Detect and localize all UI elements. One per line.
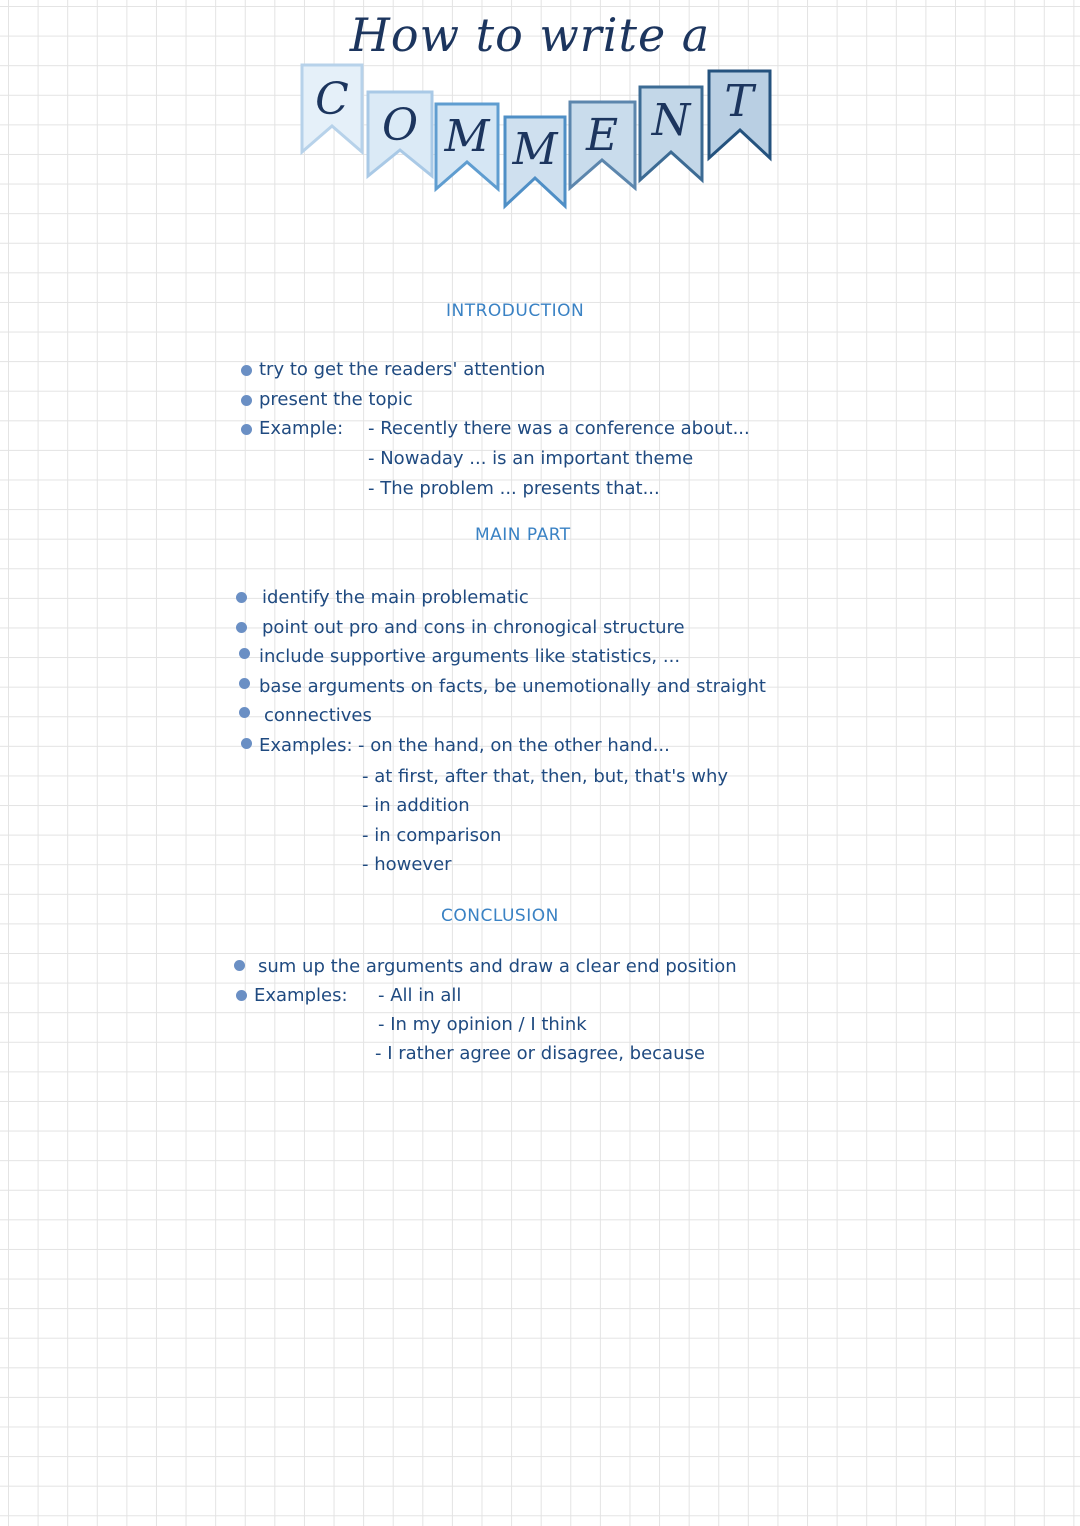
conclusion-example: - All in all [378,985,462,1006]
banner-letter: E [585,110,619,161]
banner-letter: O [381,100,419,151]
bullet-dot [239,678,250,689]
main-example: - however [362,854,452,875]
conclusion-example: - I rather agree or disagree, because [375,1043,705,1064]
bullet-dot [234,960,245,971]
introduction-heading: INTRODUCTION [446,301,585,321]
bullet-dot [236,990,247,1001]
bullet-dot [239,707,250,718]
main-example: - in comparison [362,825,502,846]
bullet-dot [241,395,252,406]
conclusion-bullet: Examples: [254,985,348,1006]
main-bullet: include supportive arguments like statistics, ... [259,646,681,667]
intro-example: - The problem ... presents that... [368,478,660,499]
page-title: How to write a [349,8,711,62]
main-example: - in addition [362,795,470,816]
intro-bullet: try to get the readers' attention [259,359,546,380]
banner-letter: N [651,95,691,146]
bullet-dot [241,738,252,749]
main-bullet: identify the main problematic [262,587,529,608]
bullet-dot [241,424,252,435]
intro-bullet: Example: [259,418,344,439]
banner-letter: M [444,111,490,162]
main-bullet: base arguments on facts, be unemotionally and straight [259,676,766,697]
intro-example: - Nowaday ... is an important theme [368,448,694,469]
banner-bunting [0,0,1080,230]
intro-example: - Recently there was a conference about... [368,418,750,439]
conclusion-heading: CONCLUSION [441,906,559,926]
main-example: - at first, after that, then, but, that's why [362,766,729,787]
main-part-heading: MAIN PART [475,525,571,545]
banner-letter: M [512,124,558,175]
main-bullet: Examples: [259,735,353,756]
main-bullet: point out pro and cons in chronogical structure [262,617,685,638]
bullet-dot [239,648,250,659]
conclusion-bullet: sum up the arguments and draw a clear end position [258,956,737,977]
main-bullet: connectives [264,705,372,726]
banner-letter: C [315,74,349,125]
bullet-dot [236,592,247,603]
bullet-dot [241,365,252,376]
banner-letter: T [724,76,754,127]
main-example: - on the hand, on the other hand... [358,735,670,756]
conclusion-example: - In my opinion / I think [378,1014,587,1035]
intro-bullet: present the topic [259,389,413,410]
bullet-dot [236,622,247,633]
